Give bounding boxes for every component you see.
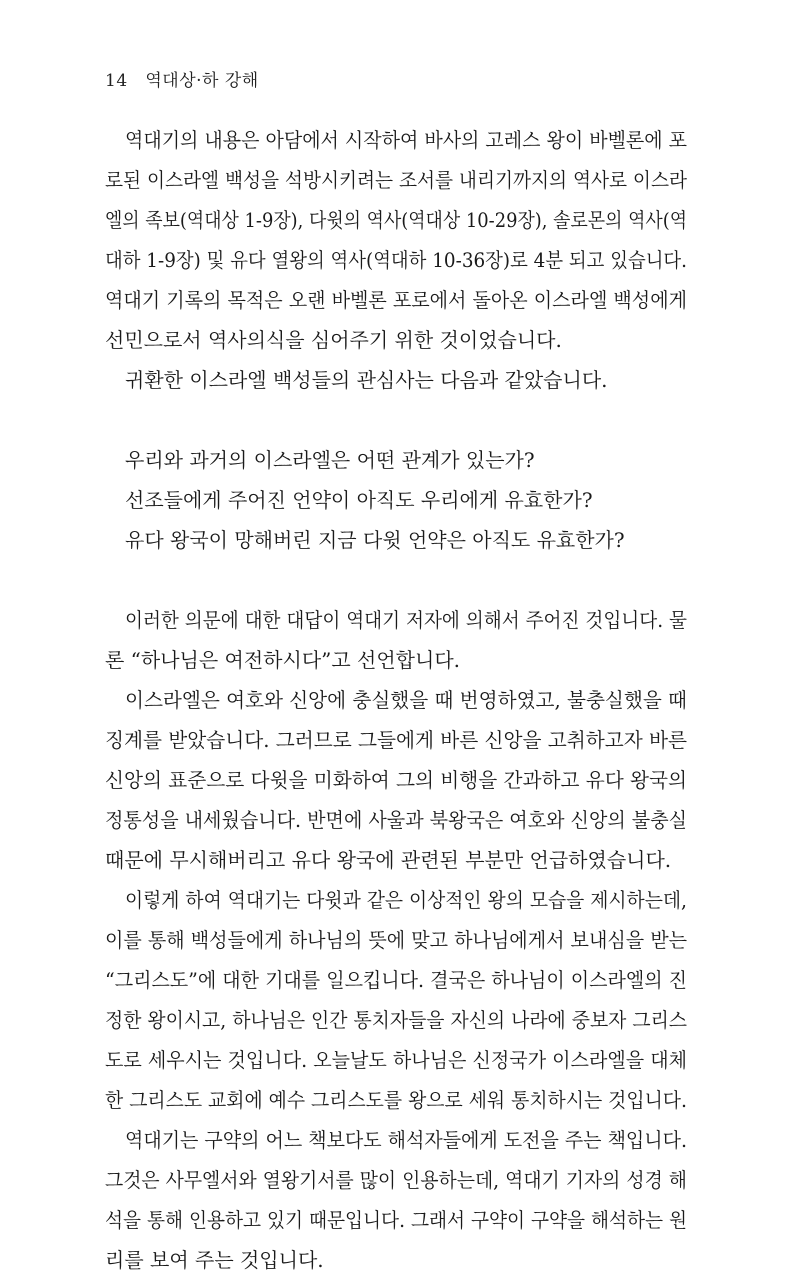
page-number: 14 — [105, 71, 128, 91]
text-line: 이러한 의문에 대한 대답이 역대기 저자에 의해서 주어진 것입니다. 물 — [125, 608, 687, 632]
text-line: 때문에 무시해버리고 유다 왕국에 관련된 부분만 언급하였습니다. — [105, 848, 672, 872]
paragraph-gap — [105, 400, 687, 440]
question-line: 유다 왕국이 망해버린 지금 다윗 언약은 아직도 유효한가? — [125, 528, 625, 552]
text-line: 선민으로서 역사의식을 심어주기 위한 것이었습니다. — [105, 328, 562, 352]
text-line: 한 그리스도 교회에 예수 그리스도를 왕으로 세워 통치하시는 것입니다. — [105, 1088, 687, 1112]
text-line: 신앙의 표준으로 다윗을 미화하여 그의 비행을 간과하고 유다 왕국의 — [105, 768, 688, 792]
text-line: 론 “하나님은 여전하시다”고 선언합니다. — [105, 648, 460, 672]
text-line: 이스라엘은 여호와 신앙에 충실했을 때 번영하였고, 불충실했을 때 — [125, 688, 688, 712]
text-line: 리를 보여 주는 것입니다. — [105, 1248, 324, 1272]
question-line: 선조들에게 주어진 언약이 아직도 우리에게 유효한가? — [125, 488, 593, 512]
text-line: 엘의 족보(역대상 1-9장), 다윗의 역사(역대상 10-29장), 솔로몬의 역사(역 — [105, 208, 688, 232]
text-line: 석을 통해 인용하고 있기 때문입니다. 그래서 구약이 구약을 해석하는 원 — [105, 1208, 687, 1232]
text-line: 정한 왕이시고, 하나님은 인간 통치자들을 자신의 나라에 중보자 그리스 — [105, 1008, 687, 1032]
body-text — [105, 120, 687, 1280]
text-line: 대하 1-9장) 및 유다 열왕의 역사(역대하 10-36장)로 4분 되고 있습니다. — [105, 248, 688, 272]
question-line: 우리와 과거의 이스라엘은 어떤 관계가 있는가? — [125, 448, 535, 472]
text-line: 이렇게 하여 역대기는 다윗과 같은 이상적인 왕의 모습을 제시하는데, — [125, 888, 687, 912]
text-line: 그것은 사무엘서와 열왕기서를 많이 인용하는데, 역대기 기자의 성경 해 — [105, 1168, 687, 1192]
paragraph-gap — [105, 560, 687, 600]
text-line: 이를 통해 백성들에게 하나님의 뜻에 맞고 하나님에게서 보내심을 받는 — [105, 928, 687, 952]
text-line: 역대기의 내용은 아담에서 시작하여 바사의 고레스 왕이 바벨론에 포 — [125, 128, 687, 152]
running-title: 역대상·하 강해 — [145, 71, 259, 91]
text-line: 역대기는 구약의 어느 책보다도 해석자들에게 도전을 주는 책입니다. — [125, 1128, 687, 1152]
text-line: 징계를 받았습니다. 그러므로 그들에게 바른 신앙을 고취하고자 바른 — [105, 728, 688, 752]
running-header — [105, 66, 259, 91]
text-line: 귀환한 이스라엘 백성들의 관심사는 다음과 같았습니다. — [125, 368, 608, 392]
text-line: 도로 세우시는 것입니다. 오늘날도 하나님은 신정국가 이스라엘을 대체 — [105, 1048, 687, 1072]
text-line: 정통성을 내세웠습니다. 반면에 사울과 북왕국은 여호와 신앙의 불충실 — [105, 808, 687, 832]
text-line: 역대기 기록의 목적은 오랜 바벨론 포로에서 돌아온 이스라엘 백성에게 — [105, 288, 687, 312]
text-line: “그리스도”에 대한 기대를 일으킵니다. 결국은 하나님이 이스라엘의 진 — [105, 968, 687, 992]
text-line: 로된 이스라엘 백성을 석방시키려는 조서를 내리기까지의 역사로 이스라 — [105, 168, 687, 192]
